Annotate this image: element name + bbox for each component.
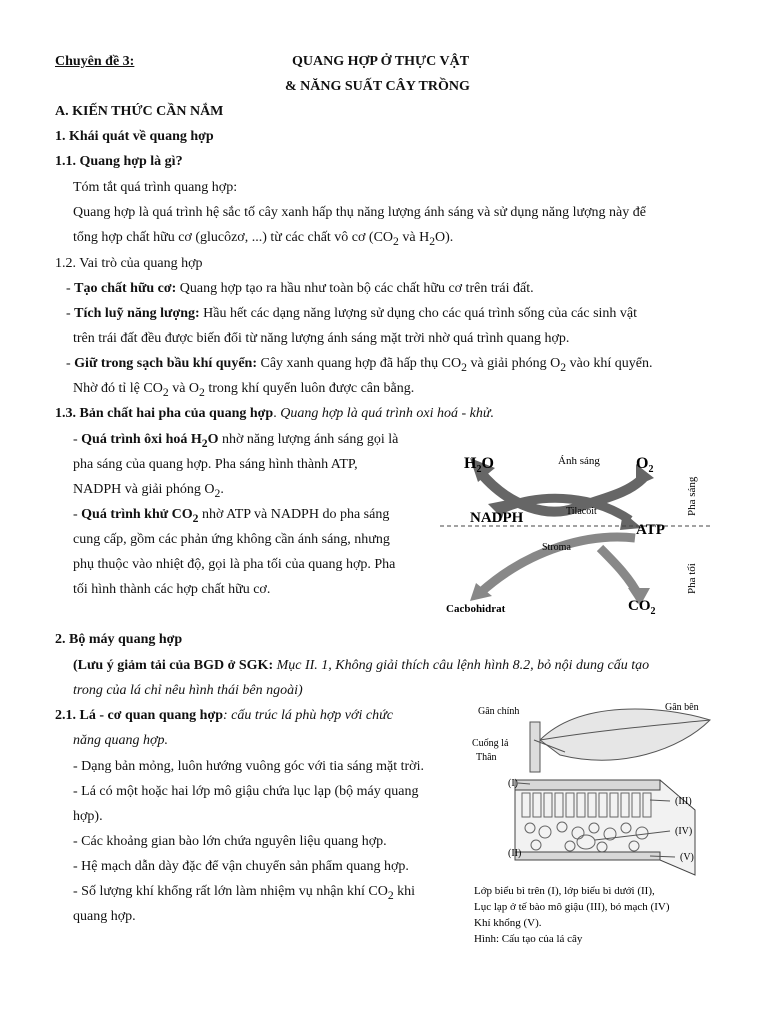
caption-line4: Hình: Cấu tạo của lá cây (474, 933, 583, 945)
role-atmosphere-line2: Nhờ đó tỉ lệ $CO_2$ và $O_2$ trong khí quyển luôn được cân bằng. (73, 381, 415, 399)
label-v: (V) (680, 852, 694, 863)
label-nadph: NADPH (470, 510, 524, 526)
page-title-line1: QUANG HỢP Ở THỰC VẬT (292, 54, 470, 69)
label-main-vein: Gân chính (478, 706, 520, 717)
label-stroma: Stroma (542, 542, 571, 553)
leaf-bullet-1: - Dạng bản mỏng, luôn hướng vuông góc với tia sáng mặt trời. (73, 759, 424, 774)
section-1-3-heading: 1.3. Bản chất hai pha của quang hợp. Quang hợp là quá trình oxi hoá - khử. (55, 406, 495, 421)
label-stem: Thân (476, 752, 497, 763)
section-2-1-heading: 2.1. Lá - cơ quan quang hợp: cấu trúc lá phù hợp với chức (55, 708, 393, 723)
leaf-bullet-5-line2: quang hợp. (73, 909, 136, 924)
leaf-structure-diagram (470, 700, 720, 952)
leaf-bullet-2-line2: hợp). (73, 809, 103, 824)
section-1-2-heading: 1.2. Vai trò của quang hợp (55, 256, 203, 271)
section-a-heading: A. KIẾN THỨC CẦN NẮM (55, 104, 224, 119)
section-1-1-heading: 1.1. Quang hợp là gì? (55, 154, 183, 169)
reduction-line2: cung cấp, gồm các phản ứng không cần ánh sáng, nhưng (73, 532, 390, 547)
reduction-note: (Lưu ý giảm tải của BGD ở SGK: Mục II. 1, Không giải thích câu lệnh hình 8.2, bỏ nội dung cấu tạo (73, 658, 650, 673)
leaf-bullet-5: - Số lượng khí khổng rất lớn làm nhiệm vụ nhận khí $CO_2$ khi (73, 884, 416, 902)
label-ii: (II) (508, 848, 522, 859)
label-iii: (III) (675, 796, 692, 807)
label-co2: $CO_2$ (628, 598, 656, 617)
label-iv: (IV) (675, 826, 693, 837)
label-carbohydrate: Cacbohidrat (446, 603, 506, 615)
reduction-line3: phụ thuộc vào nhiệt độ, gọi là pha tối của quang hợp. Pha (73, 557, 396, 572)
section-2-1-line2: năng quang hợp. (73, 733, 168, 748)
role-energy: - Tích luỹ năng lượng: Hầu hết các dạng năng lượng sử dụng cho các quá trình sống của các sinh vật (66, 306, 638, 321)
section-2-heading: 2. Bộ máy quang hợp (55, 632, 183, 647)
definition-line1: Quang hợp là quá trình hệ sắc tố cây xanh hấp thụ năng lượng ánh sáng và sử dụng năng lượng này để (73, 205, 646, 220)
label-atp: ATP (636, 522, 665, 538)
label-i: (I) (508, 778, 518, 789)
label-tilacoit: Tilacoit (566, 506, 597, 517)
oxidation-line1: - Quá trình ôxi hoá $H_2O$ nhờ năng lượng ánh sáng gọi là (73, 432, 399, 450)
label-side-vein: Gân bên (665, 702, 699, 713)
reduction-line4: tối hình thành các hợp chất hữu cơ. (73, 582, 271, 597)
caption-line1: Lớp biểu bì trên (I), lớp biểu bì dưới (II), (474, 885, 655, 897)
oxidation-line3: NADPH và giải phóng $O_2$. (73, 482, 224, 500)
label-h2o: $H_2O$ (464, 455, 494, 475)
leaf-bullet-3: - Các khoảng gian bào lớn chứa nguyên liệu quang hợp. (73, 834, 387, 849)
caption-line3: Khí khổng (V). (474, 917, 542, 929)
role-atmosphere: - Giữ trong sạch bầu khí quyển: Cây xanh quang hợp đã hấp thụ $CO_2$ và giải phóng $O_2$ vào khí quyển. (66, 356, 653, 374)
role-energy-line2: trên trái đất đều được biến đổi từ năng lượng ánh sáng mặt trời nhờ quá trình quang hợp. (73, 331, 570, 346)
definition-line2: tổng hợp chất hữu cơ (glucôzơ, ...) từ các chất vô cơ ($CO_2$ và $H_2O$). (73, 230, 454, 248)
page-title-line2: & NĂNG SUẤT CÂY TRỒNG (285, 79, 470, 94)
label-petiole: Cuống lá (472, 738, 509, 749)
label-o2: $O_2$ (636, 455, 654, 475)
oxidation-line2: pha sáng của quang hợp. Pha sáng hình thành ATP, (73, 457, 358, 472)
role-organic: - Tạo chất hữu cơ: Quang hợp tạo ra hầu như toàn bộ các chất hữu cơ trên trái đất. (66, 281, 534, 296)
label-dark-phase: Pha tối (686, 563, 698, 594)
topic-label: Chuyên đề 3: (55, 54, 135, 69)
reduction-note-line2: trong của lá chỉ nêu hình thái bên ngoài) (73, 683, 303, 698)
section-1-heading: 1. Khái quát về quang hợp (55, 129, 214, 144)
leaf-bullet-4: - Hệ mạch dẫn dày đặc để vận chuyển sản phẩm quang hợp. (73, 859, 409, 874)
photosynthesis-phase-diagram (440, 438, 710, 618)
reduction-line1: - Quá trình khử $CO_2$ nhờ ATP và NADPH do pha sáng (73, 507, 390, 525)
label-light-phase: Pha sáng (686, 476, 698, 516)
caption-line2: Lục lạp ở tế bào mô giậu (III), bó mạch (IV) (474, 901, 670, 913)
label-light: Ánh sáng (558, 455, 600, 467)
leaf-bullet-2: - Lá có một hoặc hai lớp mô giậu chứa lục lạp (bộ máy quang (73, 784, 419, 799)
summary-label: Tóm tắt quá trình quang hợp: (73, 180, 238, 195)
